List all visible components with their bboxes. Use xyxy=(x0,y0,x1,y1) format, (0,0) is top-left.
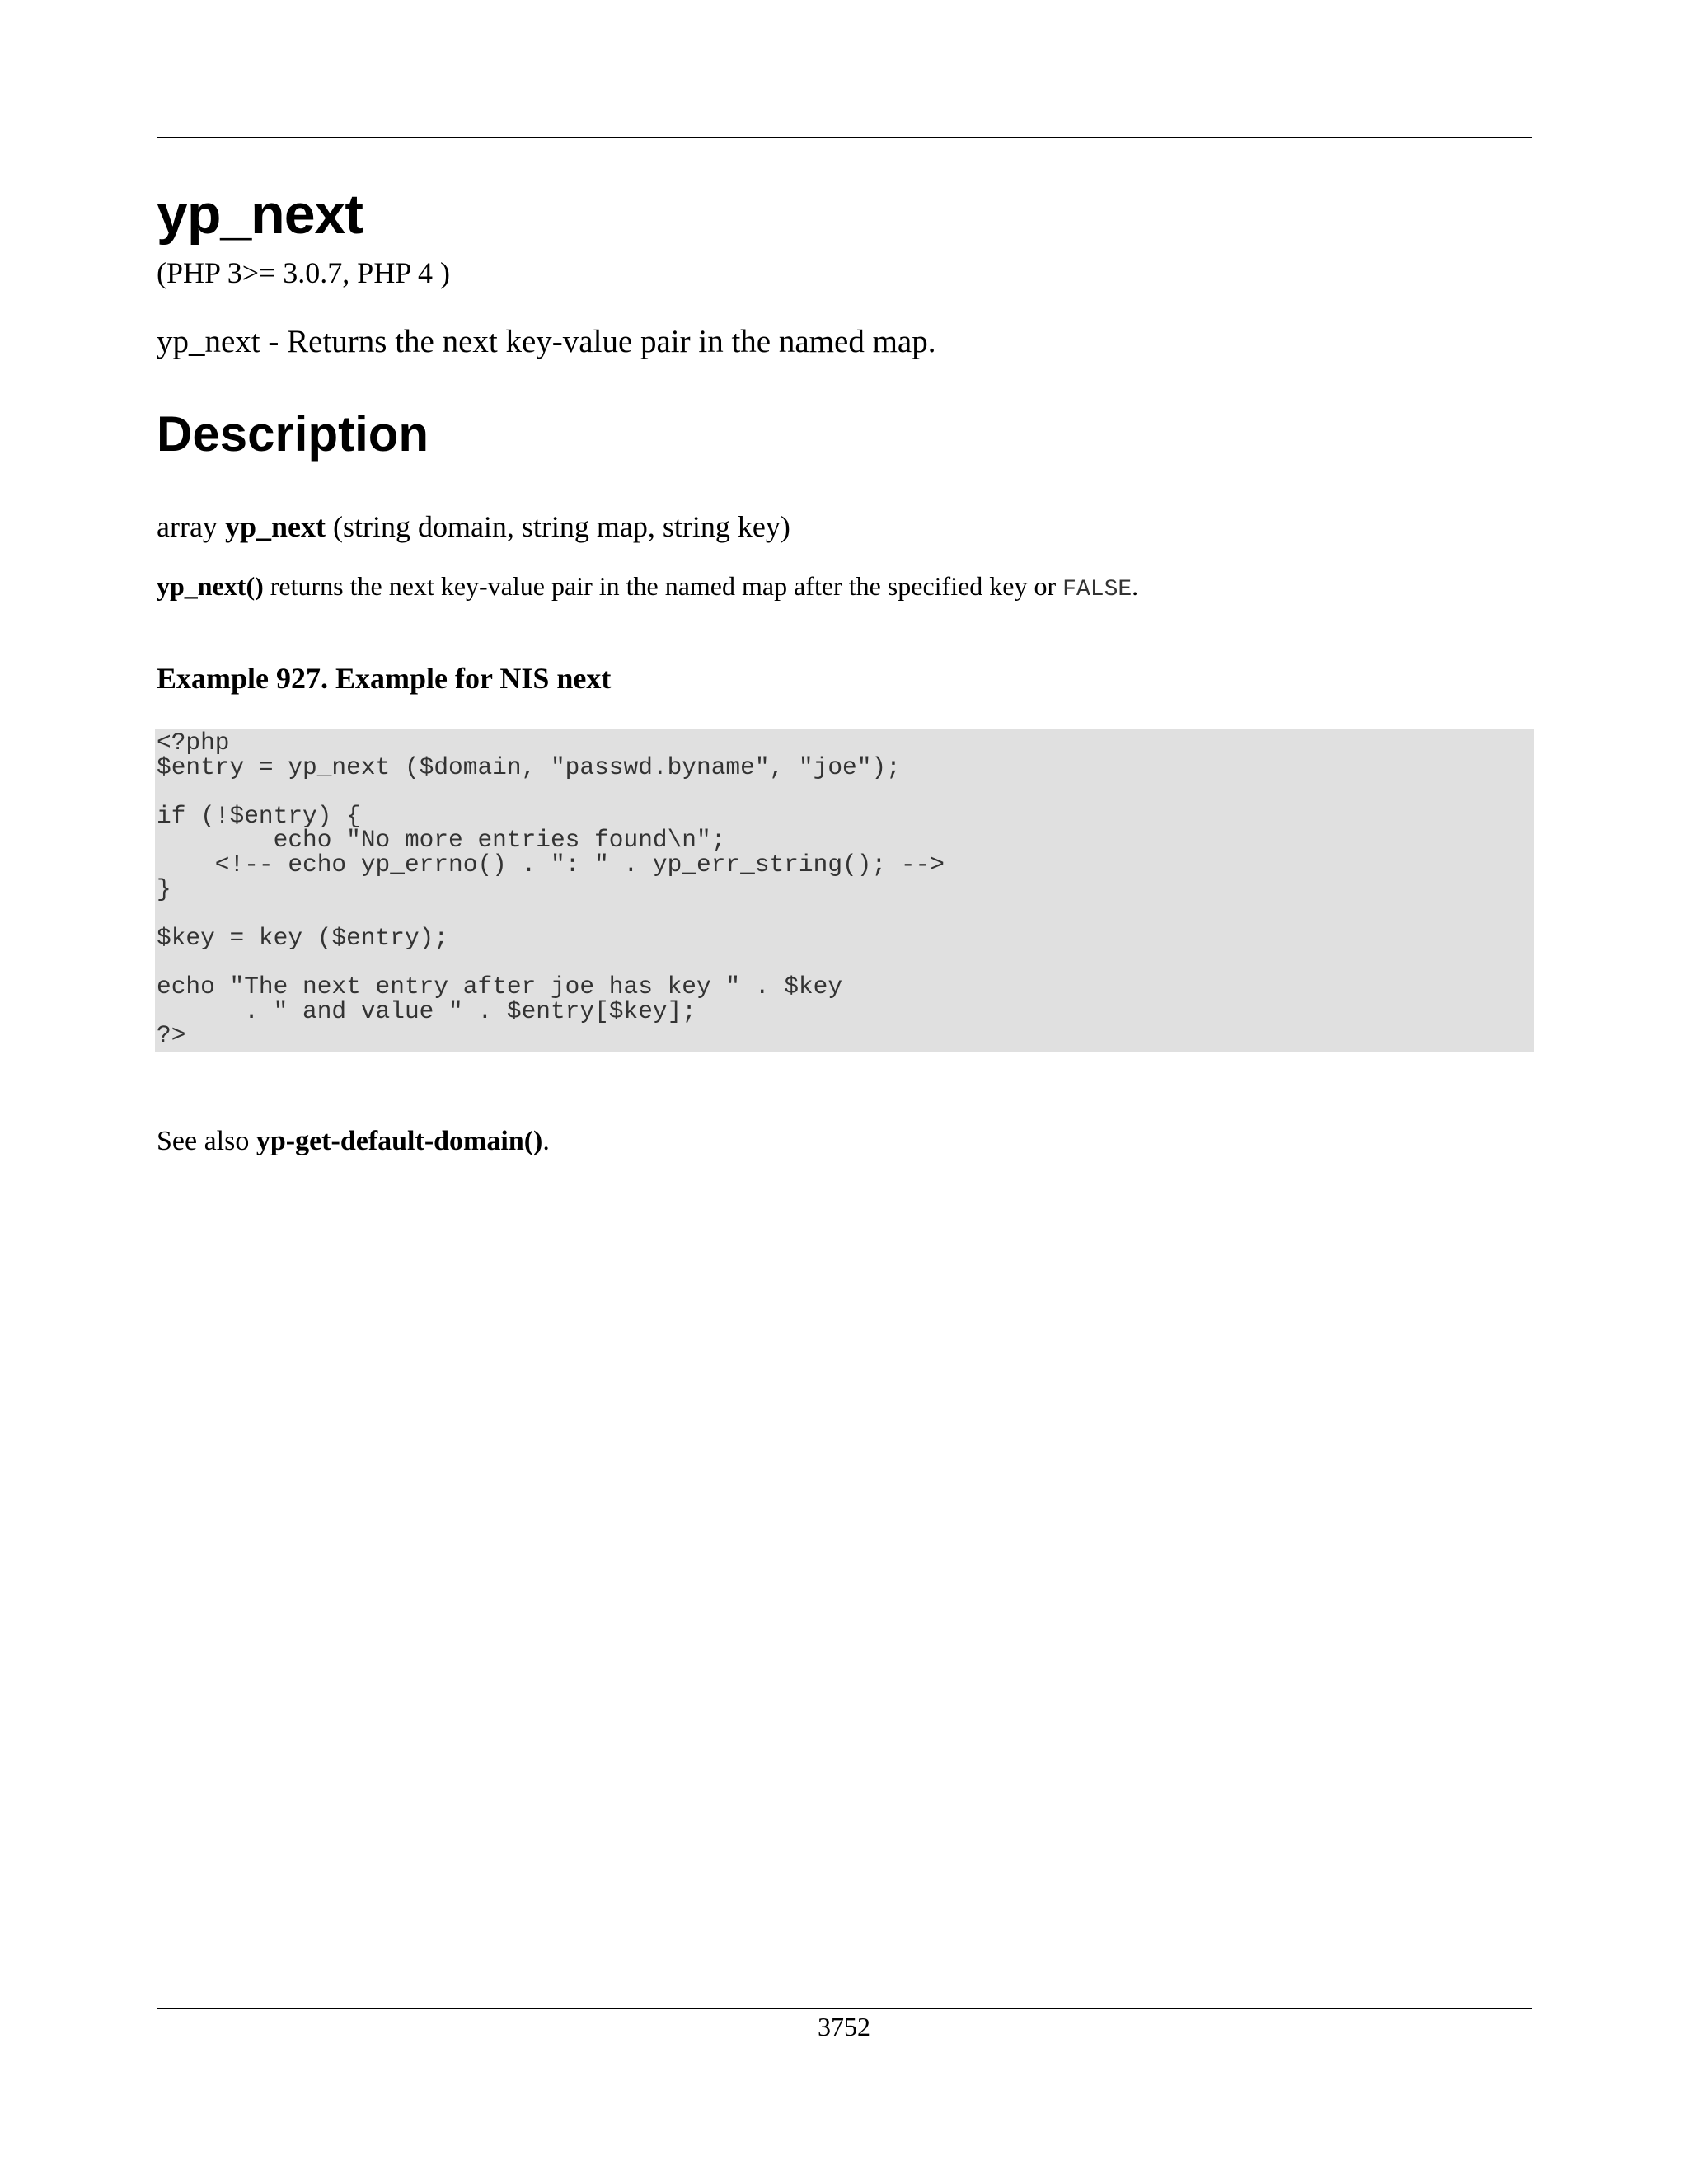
synopsis-params: (string domain, string map, string key) xyxy=(332,510,790,543)
synopsis-function-name: yp_next xyxy=(224,510,326,543)
false-constant: FALSE xyxy=(1062,577,1132,602)
description-end: . xyxy=(1132,571,1139,601)
synopsis-return-type: array xyxy=(157,510,218,543)
see-also-link[interactable]: yp-get-default-domain() xyxy=(256,1126,543,1156)
header-rule xyxy=(157,137,1532,138)
page-title: yp_next xyxy=(157,183,363,246)
description-paragraph xyxy=(157,570,1138,604)
code-example-block xyxy=(155,729,1534,1052)
see-also-suffix: . xyxy=(542,1126,550,1156)
code-listing: <?php $entry = yp_next ($domain, "passwd.byname", "joe"); if (!$entry) { echo "No more entries found\n"; <!-- echo yp_errno() . ": " . yp_err_string(); --> } $key = key ($entry); echo "The next entry after joe has key " . $key . " and value " . $entry[$key]; ?> xyxy=(157,729,945,1050)
see-also-prefix: See also xyxy=(157,1126,256,1156)
see-also-paragraph xyxy=(157,1125,550,1159)
example-title: Example 927. Example for NIS next xyxy=(157,662,612,695)
refpurpose: yp_next - Returns the next key-value pair in the named map. xyxy=(157,324,936,359)
description-function-ref: yp_next() xyxy=(157,571,264,601)
section-heading-description: Description xyxy=(157,406,429,462)
function-synopsis xyxy=(157,509,790,545)
version-info: (PHP 3>= 3.0.7, PHP 4 ) xyxy=(157,256,450,289)
page-number: 3752 xyxy=(818,2012,870,2041)
description-text: returns the next key-value pair in the named map after the specified key or xyxy=(263,571,1063,601)
footer-rule xyxy=(157,2008,1532,2009)
